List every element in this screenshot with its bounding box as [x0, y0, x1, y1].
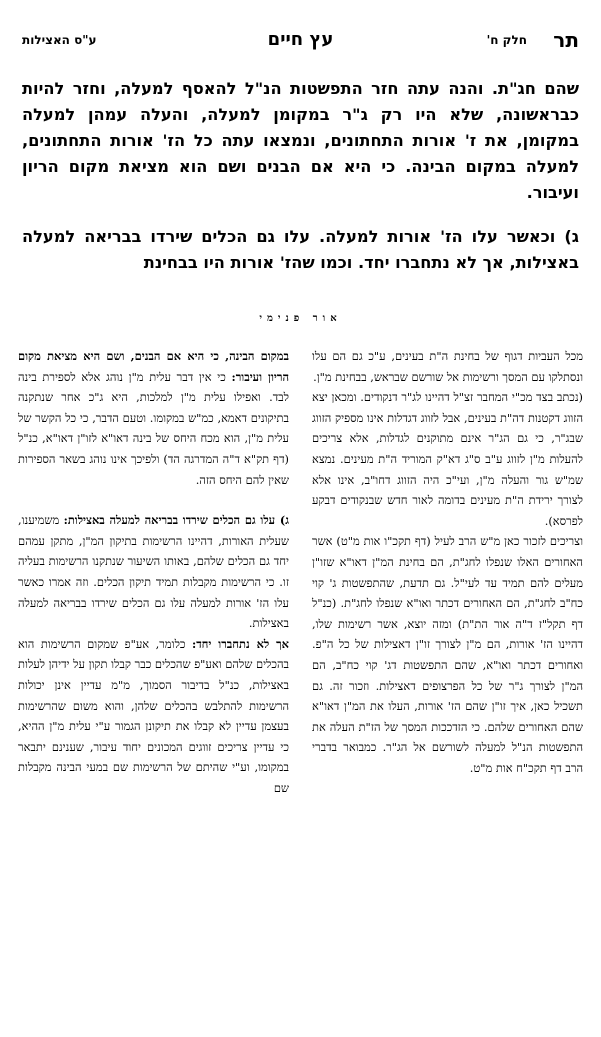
- section-label: ע"ס האצילות: [22, 33, 97, 47]
- commentary-paragraph: [18, 346, 289, 490]
- commentary-paragraph: [18, 510, 289, 634]
- commentary-right-column: [312, 346, 583, 778]
- commentary-paragraph: מכל העביות דגוף של בחינת ה"ת בעינים, ע"כ גם הם עלו ונסתלקו עם המסך ורשימות אל שורשם שבראש, בבחינת מ"ן.: [312, 349, 583, 384]
- main-paragraph-1: שהם חג"ת. והנה עתה חזר התפשטות הנ"ל להאסף למעלה, וחזר להיות כבראשונה, שלא היו רק ג"ר במקומן למעלה, והעלה עמהן למעלה במקומן, את ז' אורות התחתונים, ונמצאו עתה כל הז' אורות התחתונים, למעלה במקום הבינה. כי היא אם הבנים ושם הוא מציאת מקום הריון ועיבור.: [22, 79, 579, 202]
- commentary-lemma: אך לא נתחברו יחד:: [192, 636, 289, 651]
- running-title: עץ חיים: [267, 29, 334, 50]
- main-text: [22, 76, 579, 276]
- commentary-body: משמיענו, שעלית האורות, דהיינו הרשימות בתיקון המ"ן, מתקן עמהם יחד גם הכלים שלהם, באותו השיעור שנתקנו הרשימות בעליה זו. כי הרשימות מקבלות תמיד תיקון הכלים. וזה אמרו כאשר עלו הז' אורות למעלה עלו גם הכלים שירדו בבריאה למעלה באצילות.: [18, 513, 289, 631]
- part-label: חלק ח': [486, 33, 527, 47]
- commentary-paragraph: (נכתב בצד מכ"י המחבר זצ"ל דהיינו לג"ר דנקודים. ומכאן יצא הזווג דקטנות דה"ת בעינים, אבל לזווג דגדלות אינו מספיק הזווג שבג"ר, כי גם הג"ר אינם מתוקנים לגדלות, אלא צריכים להעלות מ"ן לזווג ע"ב ס"ג דא"ק המוריד ה"ת מעינים. נמצא שמ"ש גור והעלה מ"ן, ועי"כ היה הזווג דחו"ב, אינו אלא לצורך ירידת ה"ת מעינים בדומה לאור חדש שבנקודים דבקע לפרסא).: [312, 390, 583, 528]
- page-number: תר: [553, 28, 579, 52]
- page-header: [22, 28, 579, 54]
- commentary-paragraph: [18, 634, 289, 799]
- commentary-title: אור פנימי: [259, 313, 342, 324]
- commentary-lemma: במקום הבינה, כי היא אם הבנים, ושם היא מציאת מקום הריון ועיבור:: [18, 349, 290, 384]
- commentary-body: כלומר, אע"פ שמקום הרשימות הוא בהכלים שלהם ואע"פ שהכלים כבר קבלו תקון על ידיהן לעלות באצילות, כנ"ל בדיבור הסמוך, מ"מ עדיין אינן יכולות הרשימות להתלבש בהכלים שלהן, והוא משום שהרשימות בעצמן עדיין לא קבלו את תיקונן הגמור ע"י עלית מ"ן ההיא, כי עדיין צריכים זווגים המכונים יחוד עיבור, שענינם יתבאר במקומו, וע"י שהיתם של הרשימות שם במעי הבינה מקבלות שם: [18, 636, 289, 795]
- commentary-lemma: ג) עלו גם הכלים שירדו בבריאה למעלה באצילות:: [63, 513, 289, 528]
- main-paragraph-2: ג) וכאשר עלו הז' אורות למעלה. עלו גם הכלים שירדו בבריאה למעלה באצילות, אך לא נתחברו יחד. וכמו שהז' אורות היו בבחינת: [22, 227, 579, 272]
- commentary-body: כי אין דבר עלית מ"ן נוהג אלא לספירת בינה לבד. ואפילו עלית מ"ן למלכות, היא ג"כ אחר שנתקנה בתיקונים דאמא, כמ"ש במקומו. וטעם הדבר, כי כל הקשר של עלית מ"ן, הוא מכח היחס של בינה דאו"א לזו"ן דאו"א, כנ"ל (דף תק"א ד"ה המדרגה הד) ולפיכך אינו נוהג בשאר הספירות שאין להם היחס הזה.: [18, 369, 289, 487]
- commentary-paragraph: וצריכים לזכור כאן מ"ש הרב לעיל (דף תקכ"ו אות מ"ט) אשר האחורים האלו שנפלו לחג"ת, הם בחינת המ"ן דאו"א שזו"ן מעלים להם תמיד עד לעי"ל. גם תדעת, שהתפשטות ג' קוי כח"ב לחג"ת, הם האחורים דכתר ואו"א שנפלו לחג"ת. (כנ"ל דף תקל"ז ד"ה אור הת"ת) ומזה יוצא, אשר רשימות שלו, דהיינו הז' אורות, הם מ"ן לצורך זו"ן דאצילות של כל ה"פ. ואחורים דכתר ואו"א, שהם התפשטות דג' קוי כח"ב, הם המ"ן לצורך ג"ר של כל הפרצופים דאצילות. וזכור זה. גם תשכיל כאן, איך זו"ן שהם הז' אורות, העלו את המ"ן דאו"א שהם האחורים שלהם. כי הזדככות המסך של הז"ת העלה את התפשטות הנ"ל למעלה לשורשם אל הג"ר. כמבואר בדברי הרב דף תקכ"ח אות מ"ט.: [312, 534, 583, 775]
- commentary-left-column: [18, 346, 289, 798]
- commentary-columns: [18, 346, 583, 1016]
